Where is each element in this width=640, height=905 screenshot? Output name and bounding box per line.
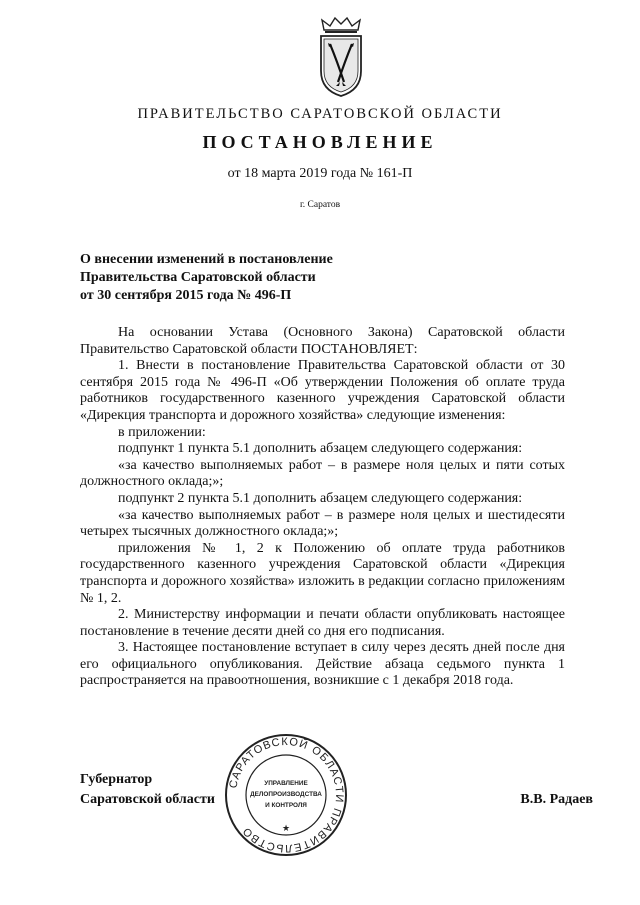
body-paragraph: 3. Настоящее постановление вступает в силу через десять дней после дня его официального опубликования. Действие абзаца седьмого пункта 1 распространяется на правоотношения, возникшие с 1 декабря 2018 года.: [80, 640, 565, 689]
official-stamp: [224, 733, 348, 857]
body-paragraph: подпункт 2 пункта 5.1 дополнить абзацем следующего содержания:: [118, 490, 523, 506]
stamp-center-line: УПРАВЛЕНИЕ: [264, 780, 308, 787]
body-paragraph: «за качество выполняемых работ – в размере ноля целых и пяти сотых должностного оклада;»;: [80, 457, 565, 490]
signatory-name: В.В. Радаев: [520, 792, 593, 807]
body-paragraph: 1. Внести в постановление Правительства Саратовской области от 30 сентября 2015 года № 496-П «Об утверждении Положения об оплате труда работников государственного казенного учреждения Саратовской области «Дирекция транспорта и дорожного хозяйства» следующие изменения:: [80, 358, 565, 423]
stamp-star-icon: ★: [281, 824, 291, 834]
signatory-position-line: Губернатор: [80, 772, 153, 787]
body-paragraph: подпункт 1 пункта 5.1 дополнить абзацем следующего содержания:: [118, 441, 523, 457]
subject-line: Правительства Саратовской области: [80, 270, 316, 285]
document-body: [80, 325, 565, 690]
document-type-title: ПОСТАНОВЛЕНИЕ: [202, 132, 438, 152]
subject-line: от 30 сентября 2015 года № 496-П: [80, 288, 292, 303]
document-city: г. Саратов: [299, 200, 341, 210]
stamp-center-line: ДЕЛОПРОИЗВОДСТВА: [250, 791, 322, 798]
body-paragraph: «за качество выполняемых работ – в размере ноля целых и шестидесяти четырех тысячных должностного оклада;»;: [80, 507, 565, 540]
body-paragraph: На основании Устава (Основного Закона) Саратовской области Правительство Саратовской области ПОСТАНОВЛЯЕТ:: [80, 325, 565, 357]
coat-of-arms-emblem: [316, 16, 366, 98]
document-date-number: от 18 марта 2019 года № 161-П: [227, 166, 413, 181]
body-paragraph: приложения № 1, 2 к Положению об оплате труда работников государственного казенного учреждения Саратовской области «Дирекция транспорта и дорожного хозяйства» изложить в редакции согласно приложениям № 1, 2.: [80, 540, 565, 606]
government-name: ПРАВИТЕЛЬСТВО САРАТОВСКОЙ ОБЛАСТИ: [137, 106, 503, 122]
signatory-position: [80, 770, 215, 810]
signatory-position-line: Саратовской области: [80, 792, 215, 807]
body-paragraph: в приложении:: [118, 424, 206, 440]
document-subject: [80, 251, 333, 305]
body-paragraph: 2. Министерству информации и печати области опубликовать настоящее постановление в течение десяти дней со дня его подписания.: [80, 607, 565, 639]
subject-line: О внесении изменений в постановление: [80, 252, 333, 267]
stamp-center-line: И КОНТРОЛЯ: [265, 802, 307, 809]
stamp-ring-text: САРАТОВСКОЙ ОБЛАСТИ ПРАВИТЕЛЬСТВО: [227, 735, 346, 855]
